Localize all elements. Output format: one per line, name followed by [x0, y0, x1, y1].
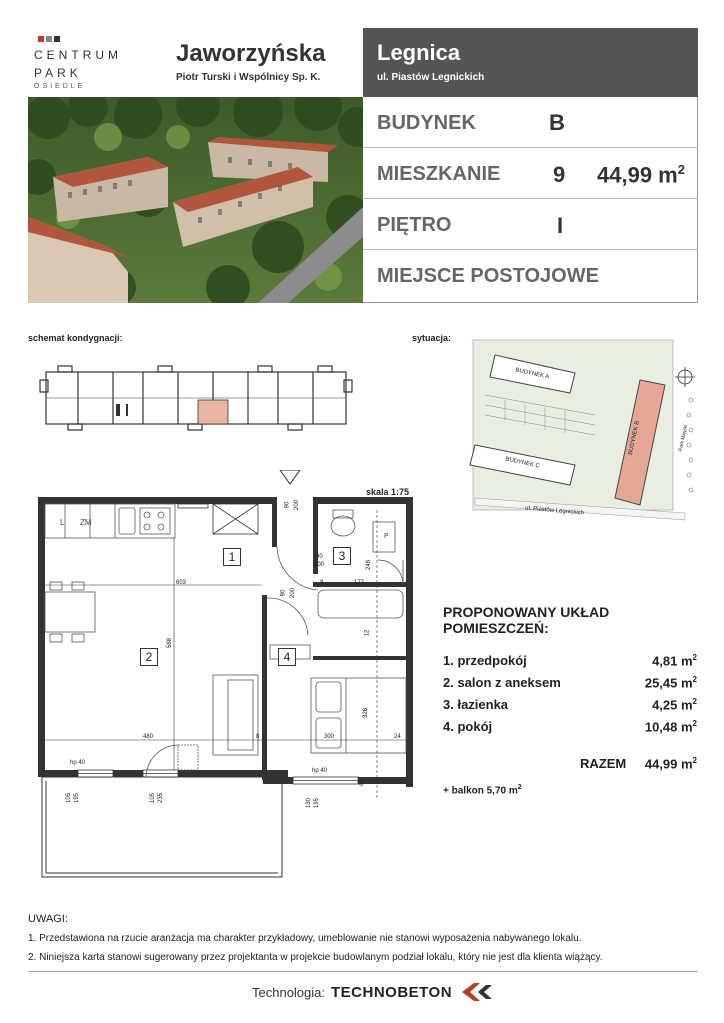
room-row [443, 675, 697, 697]
bath-p-label: P [384, 533, 389, 540]
floor-schema [38, 360, 358, 445]
brand-line3: OSIEDLE [34, 83, 86, 90]
dim-hp40b: hp 40 [312, 768, 328, 774]
kitchen-dishwasher-label: ZM [80, 518, 92, 527]
dim-130: 130 [306, 797, 313, 809]
floor-plan [28, 470, 428, 900]
schema-label: schemat kondygnacji: [28, 333, 123, 343]
location-header [363, 28, 698, 97]
logo-square-red [38, 36, 44, 42]
note-2: 2. Niniejsza karta stanowi sugerowany przez projektanta w projekcie budowlanym podział lokalu, który nie jest dla klienta wiążący. [28, 952, 603, 963]
situation-building-c: BUDYNEK C [504, 456, 541, 470]
situation-street: ul. Piastów Legnickich [524, 505, 585, 517]
dim-235: 235 [158, 792, 165, 804]
note-1: 1. Przedstawiona na rzucie aranżacja ma charakter przykładowy, umeblowanie nie stanowi wyposażenia nabywanego lokalu. [28, 933, 582, 944]
rooms-title-line2: POMIESZCZEŃ: [443, 620, 549, 636]
dim-105b: 105 [150, 792, 157, 804]
room-area: 25,45 $m^2$ [644, 675, 697, 691]
dim-195b: 195 [314, 797, 321, 809]
situation-building-b: BUDYNEK B [627, 420, 641, 456]
info-label-apartment: MIESZKANIE [377, 163, 501, 185]
info-row-parking [363, 250, 698, 301]
project-name: Jaworzyńska [176, 40, 326, 67]
dim-12: 12 [364, 629, 371, 637]
street: ul. Piastów Legnickich [377, 72, 485, 83]
total-row [580, 756, 697, 771]
info-label-parking: MIEJSCE POSTOJOWE [377, 265, 599, 287]
dim-90: 90 [284, 501, 291, 509]
room-area: 4,25 $m^2$ [652, 697, 697, 713]
situation-map [455, 335, 707, 525]
info-label-floor: PIĘTRO [377, 214, 452, 236]
info-value-area: 44,99 $m^2$ [597, 162, 685, 188]
footer-divider [28, 971, 698, 972]
info-row-building [363, 97, 698, 148]
room-name: 4. pokój [443, 719, 493, 734]
room-area: 10,48 $m^2$ [644, 719, 697, 735]
developer-name: Piotr Turski i Wspólnicy Sp. K. [176, 72, 321, 83]
dim-248: 248 [366, 559, 373, 571]
technology-label: Technologia: [252, 985, 325, 1000]
info-row-floor [363, 199, 698, 250]
dim-200b: 200 [314, 562, 325, 568]
dim-8b: 8 [256, 734, 260, 740]
dim-200a: 200 [294, 499, 301, 511]
room-name: 3. łazienka [443, 697, 509, 712]
room-1-marker: 1 [223, 548, 241, 566]
info-row-apartment [363, 148, 698, 199]
room-4-marker: 4 [278, 648, 296, 666]
info-label-building: BUDYNEK [377, 112, 476, 134]
dim-195a: 195 [74, 792, 81, 804]
situation-park: Park Miejski [677, 424, 690, 452]
dim-8a: 8 [320, 580, 324, 586]
brand-line2: PARK [34, 66, 82, 80]
logo-square-dark [54, 36, 60, 42]
rooms-list [443, 653, 697, 741]
dim-44: 44 [359, 779, 366, 787]
room-3-marker: 3 [333, 547, 351, 565]
rooms-title-line1: PROPONOWANY UKŁAD [443, 604, 610, 620]
dim-588: 588 [167, 637, 174, 649]
city: Legnica [377, 40, 461, 65]
building-render [28, 97, 363, 303]
room-row [443, 719, 697, 741]
technology-brand: TECHNOBETON [331, 984, 453, 1001]
dim-300: 300 [324, 734, 335, 740]
dim-80b: 80 [280, 589, 287, 597]
info-value-apartment: 9 [553, 162, 566, 187]
total-value: 44,99 $m^2$ [644, 756, 697, 772]
dim-177: 177 [354, 580, 365, 586]
room-area: 4,81 $m^2$ [652, 653, 697, 669]
dim-326: 326 [363, 707, 370, 719]
logo-square-grey [46, 36, 52, 42]
total-label: RAZEM [580, 756, 627, 771]
notes-title: UWAGI: [28, 913, 68, 925]
dim-480: 480 [143, 734, 154, 740]
dim-hp40a: hp 40 [70, 760, 86, 766]
info-value-floor: I [557, 213, 564, 238]
dim-105a: 105 [66, 792, 73, 804]
room-name: 2. salon z aneksem [443, 675, 561, 690]
situation-label: sytuacja: [412, 333, 452, 343]
room-row [443, 653, 697, 675]
area-superscript: 2 [677, 162, 685, 177]
room-row [443, 697, 697, 719]
dim-603: 603 [176, 580, 187, 586]
situation-building-a: BUDYNEK A [514, 367, 550, 381]
dim-24: 24 [394, 734, 401, 740]
dim-200c: 200 [290, 587, 297, 599]
info-value-building: B [549, 110, 565, 135]
brand-line1: CENTRUM [34, 48, 122, 62]
rooms-title [443, 604, 609, 636]
scale-label: skala 1:75 [366, 487, 410, 497]
room-name: 1. przedpokój [443, 653, 527, 668]
technobeton-logo-icon [462, 981, 496, 1008]
kitchen-fridge-label: L [60, 518, 65, 527]
room-2-marker: 2 [140, 648, 158, 666]
dim-80a: 80 [316, 554, 323, 560]
header-left [28, 28, 363, 97]
balcony-area: + balkon 5,70 $m^2$ [443, 784, 522, 797]
